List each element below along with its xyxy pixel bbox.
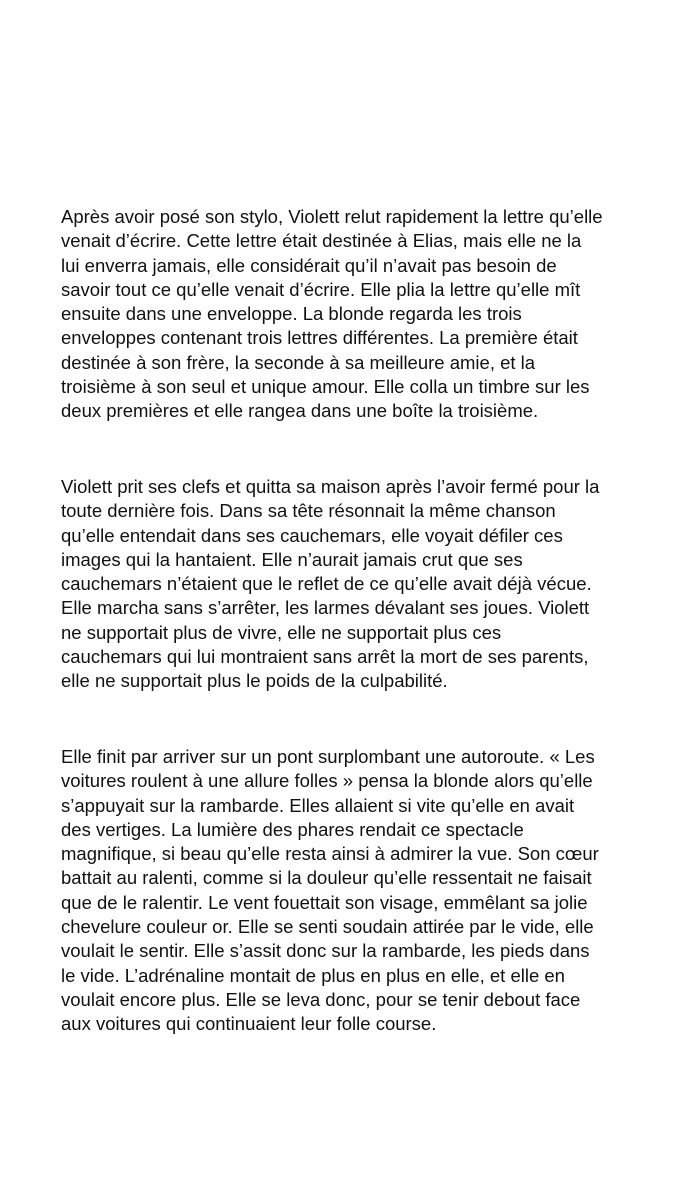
text-line: images qui la hantaient. Elle n’aurait jamais crut que ses — [61, 548, 523, 570]
text-line: toute dernière fois. Dans sa tête résonnait la même chanson — [61, 500, 556, 522]
text-line: Après avoir posé son stylo, Violett relut rapidement la lettre qu’elle — [61, 206, 603, 227]
text-line: troisième à son seul et unique amour. Elle colla un timbre sur les — [61, 376, 590, 398]
text-line: venait d’écrire. Cette lettre était destinée à Elias, mais elle ne la — [61, 230, 582, 252]
text-line: ensuite dans une enveloppe. La blonde regarda les trois — [61, 303, 522, 325]
text-line: Elle finit par arriver sur un pont surplombant une autoroute. « Les — [61, 746, 595, 767]
paragraph-1 — [61, 205, 621, 424]
text-line: destinée à son frère, la seconde à sa meilleure amie, et la — [61, 351, 536, 373]
text-line: savoir tout ce qu’elle venait d’écrire. Elle plia la lettre qu’elle mît — [61, 278, 581, 300]
text-line: voitures roulent à une allure folles » pensa la blonde alors qu’elle — [61, 770, 593, 792]
text-line: voulait encore plus. Elle se leva donc, pour se tenir debout face — [61, 988, 581, 1010]
text-line: qu’elle entendait dans ses cauchemars, elle voyait défiler ces — [61, 524, 563, 546]
paragraph-3 — [61, 745, 621, 1037]
text-line: cauchemars qui lui montraient sans arrêt la mort de ses parents, — [61, 646, 589, 668]
paragraph-2 — [61, 475, 621, 694]
text-line: lui enverra jamais, elle considérait qu’il n’avait pas besoin de — [61, 254, 557, 276]
text-line: Violett prit ses clefs et quitta sa maison après l’avoir fermé pour la — [61, 476, 600, 497]
text-line: le vide. L’adrénaline montait de plus en plus en elle, et elle en — [61, 964, 565, 986]
text-line: Elle marcha sans s’arrêter, les larmes dévalant ses joues. Violett — [61, 597, 590, 619]
text-line: magnifique, si beau qu’elle resta ainsi à admirer la vue. Son cœur — [61, 843, 599, 865]
text-line: que de le ralentir. Le vent fouettait son visage, emmêlant sa jolie — [61, 891, 588, 913]
text-line: des vertiges. La lumière des phares rendait ce spectacle — [61, 818, 524, 840]
text-line: ne supportait plus de vivre, elle ne supportait plus ces — [61, 621, 502, 643]
text-line: s’appuyait sur la rambarde. Elles allaient si vite qu’elle en avait — [61, 794, 575, 816]
text-line: aux voitures qui continuaient leur folle course. — [61, 1013, 437, 1035]
text-line: chevelure couleur or. Elle se senti soudain attirée par le vide, elle — [61, 916, 594, 938]
text-line: enveloppes contenant trois lettres différentes. La première était — [61, 327, 578, 349]
text-line: elle ne supportait plus le poids de la culpabilité. — [61, 670, 448, 692]
text-line: battait au ralenti, comme si la douleur qu’elle ressentait ne faisait — [61, 867, 592, 889]
text-line: deux premières et elle rangea dans une boîte la troisième. — [61, 400, 539, 422]
text-line: cauchemars n’étaient que le reflet de ce qu’elle avait déjà vécue. — [61, 573, 592, 595]
text-line: voulait le sentir. Elle s’assit donc sur la rambarde, les pieds dans — [61, 940, 590, 962]
